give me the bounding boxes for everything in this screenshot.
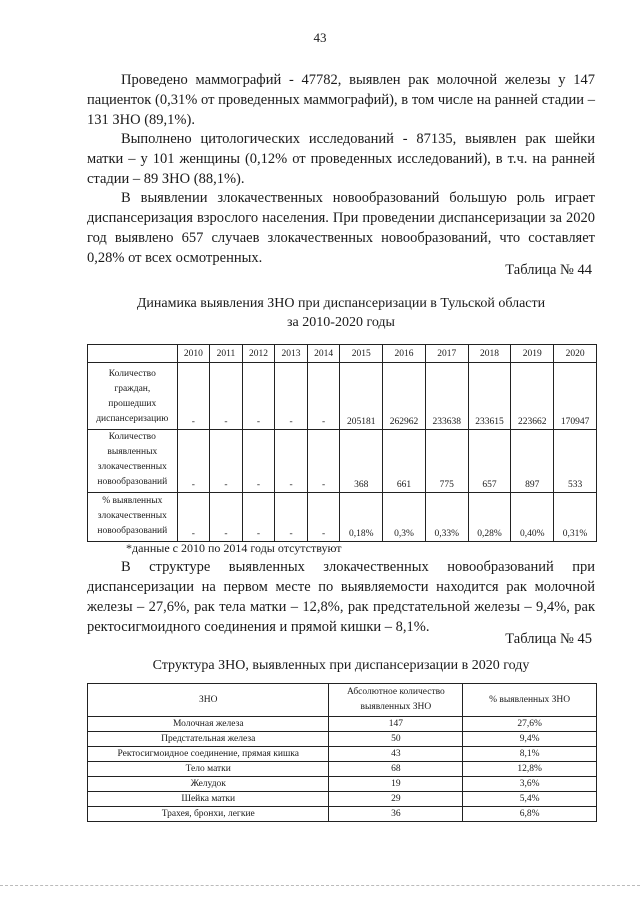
row-label: Количество выявленных злокачественных новообразований (88, 430, 178, 493)
table-cell: 27,6% (463, 717, 597, 732)
column-header: ЗНО (88, 684, 329, 717)
table-cell: 0,28% (468, 493, 511, 542)
table-cell: 0,3% (383, 493, 426, 542)
table-cell: 223662 (511, 363, 554, 430)
table-cell: - (307, 430, 340, 493)
table-cell: 0,33% (425, 493, 468, 542)
table-cell: 36 (329, 807, 463, 822)
table-cell: - (177, 363, 210, 430)
table-cell: 50 (329, 732, 463, 747)
table-row (88, 777, 597, 792)
table-cell: 43 (329, 747, 463, 762)
table-44-footnote: *данные с 2010 по 2014 годы отсутствуют (126, 541, 342, 555)
table-cell: Предстательная железа (88, 732, 329, 747)
table-row (88, 732, 597, 747)
table-44-header-row (88, 345, 597, 363)
table-44-corner-cell (88, 345, 178, 363)
table-cell: - (177, 493, 210, 542)
page-number: 43 (313, 30, 327, 45)
table-row (88, 430, 597, 493)
table-row (88, 762, 597, 777)
table-row (88, 717, 597, 732)
table-cell: - (210, 493, 243, 542)
table-cell: 233615 (468, 363, 511, 430)
year-header: 2011 (210, 345, 243, 363)
table-cell: - (242, 430, 275, 493)
column-header: Абсолютное количество выявленных ЗНО (329, 684, 463, 717)
year-header: 2020 (554, 345, 597, 363)
table-45 (87, 683, 597, 822)
table-cell: Желудок (88, 777, 329, 792)
table-cell: 897 (511, 430, 554, 493)
table-45-header-row (88, 684, 597, 717)
year-header: 2010 (177, 345, 210, 363)
year-header: 2013 (275, 345, 308, 363)
table-cell: 0,18% (340, 493, 383, 542)
table-cell: - (210, 430, 243, 493)
table-cell: 657 (468, 430, 511, 493)
table-cell: 147 (329, 717, 463, 732)
table-cell: 170947 (554, 363, 597, 430)
table-44-title (87, 294, 595, 332)
table-cell: - (307, 493, 340, 542)
table-cell: - (275, 363, 308, 430)
paragraph-mammography: Проведено маммографий - 47782, выявлен рак молочной железы у 147 пациенток (0,31% от проведенных маммографий), в том числе на ранней стадии – 131 ЗНО (89,1%). (87, 72, 595, 128)
table-cell: - (275, 493, 308, 542)
year-header: 2012 (242, 345, 275, 363)
table-cell: Ректосигмоидное соединение, прямая кишка (88, 747, 329, 762)
table-cell: 661 (383, 430, 426, 493)
table-cell: 775 (425, 430, 468, 493)
table-cell: 5,4% (463, 792, 597, 807)
table-row (88, 747, 597, 762)
year-header: 2017 (425, 345, 468, 363)
paragraph-structure: В структуре выявленных злокачественных новообразований при диспансеризации на первом месте по выявляемости находится рак молочной железы – 27,6%, рак тела матки – 12,8%, рак предстательной железы – 9,4%, рак ректосигмоидного соединения и прямой кишки – 8,1%. (87, 559, 595, 635)
table-cell: 29 (329, 792, 463, 807)
table-44-title-line2: за 2010-2020 годы (287, 315, 395, 330)
row-label: Количество граждан, прошедших диспансеризацию (88, 363, 178, 430)
table-row (88, 807, 597, 822)
scan-bottom-rule (0, 885, 640, 886)
column-header: % выявленных ЗНО (463, 684, 597, 717)
table-45-title: Структура ЗНО, выявленных при диспансеризации в 2020 году (152, 658, 530, 673)
table-cell: 3,6% (463, 777, 597, 792)
table-cell: 233638 (425, 363, 468, 430)
table-cell: 0,40% (511, 493, 554, 542)
row-label: % выявленных злокачественных новообразований (88, 493, 178, 542)
table-cell: 12,8% (463, 762, 597, 777)
table-cell: - (177, 430, 210, 493)
table-cell: 9,4% (463, 732, 597, 747)
year-header: 2019 (511, 345, 554, 363)
table-cell: 368 (340, 430, 383, 493)
table-45-caption: Таблица № 45 (505, 631, 592, 647)
table-cell: 205181 (340, 363, 383, 430)
year-header: 2016 (383, 345, 426, 363)
table-cell: Шейка матки (88, 792, 329, 807)
table-44-caption: Таблица № 44 (505, 262, 592, 278)
table-row (88, 792, 597, 807)
table-cell: 262962 (383, 363, 426, 430)
table-cell: - (275, 430, 308, 493)
year-header: 2015 (340, 345, 383, 363)
table-cell: 0,31% (554, 493, 597, 542)
year-header: 2018 (468, 345, 511, 363)
table-cell: - (242, 493, 275, 542)
table-cell: Трахея, бронхи, легкие (88, 807, 329, 822)
table-cell: 6,8% (463, 807, 597, 822)
table-cell: 533 (554, 430, 597, 493)
table-cell: - (242, 363, 275, 430)
table-cell: 19 (329, 777, 463, 792)
table-44 (87, 344, 597, 542)
year-header: 2014 (307, 345, 340, 363)
table-cell: Тело матки (88, 762, 329, 777)
table-cell: 8,1% (463, 747, 597, 762)
paragraph-cytology: Выполнено цитологических исследований - 87135, выявлен рак шейки матки – у 101 женщины (0,12% от проведенных исследований), в т.ч. на ранней стадии – 89 ЗНО (88,1%). (87, 131, 595, 187)
table-cell: Молочная железа (88, 717, 329, 732)
table-44-title-line1: Динамика выявления ЗНО при диспансеризации в Тульской области (136, 296, 546, 311)
paragraph-screening: В выявлении злокачественных новообразований большую роль играет диспансеризация взрослого населения. При проведении диспансеризации за 2020 год выявлено 657 случаев злокачественных новообразований, что составляет 0,28% от всех осмотренных. (87, 190, 595, 266)
table-cell: - (210, 363, 243, 430)
table-cell: 68 (329, 762, 463, 777)
table-cell: - (307, 363, 340, 430)
table-row (88, 493, 597, 542)
table-row (88, 363, 597, 430)
